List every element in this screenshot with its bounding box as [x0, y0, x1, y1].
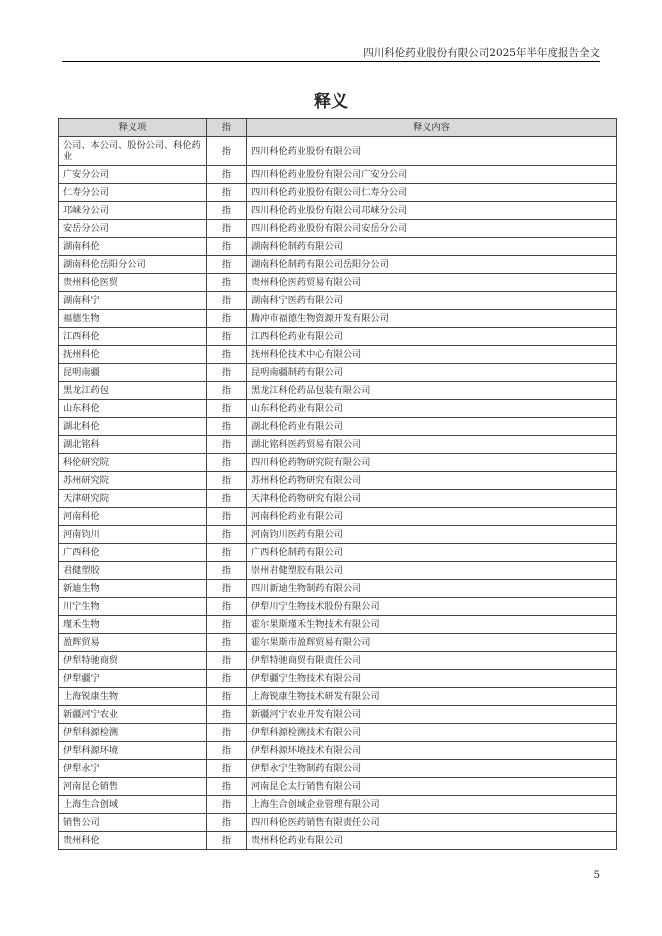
table-row — [59, 346, 617, 364]
content-cell: 霍尔果斯瑾禾生物技术有限公司 — [247, 616, 617, 634]
table-row — [59, 436, 617, 454]
content-cell: 四川科伦药业股份有限公司广安分公司 — [247, 166, 617, 184]
ref-cell: 指 — [207, 256, 247, 274]
term-cell: 伊犁永宁 — [59, 760, 207, 778]
term-cell: 邛崃分公司 — [59, 202, 207, 220]
term-cell: 昆明南疆 — [59, 364, 207, 382]
table-row — [59, 760, 617, 778]
ref-cell: 指 — [207, 310, 247, 328]
content-cell: 广西科伦制药有限公司 — [247, 544, 617, 562]
column-header-term: 释义项 — [59, 119, 207, 137]
ref-cell: 指 — [207, 202, 247, 220]
ref-cell: 指 — [207, 652, 247, 670]
content-cell: 四川新迪生物制药有限公司 — [247, 580, 617, 598]
table-row — [59, 310, 617, 328]
content-cell: 四川科伦药业股份有限公司安岳分公司 — [247, 220, 617, 238]
definitions-table — [58, 118, 617, 850]
content-cell: 四川科伦药业股份有限公司仁寿分公司 — [247, 184, 617, 202]
ref-cell: 指 — [207, 382, 247, 400]
ref-cell: 指 — [207, 508, 247, 526]
table-row — [59, 490, 617, 508]
ref-cell: 指 — [207, 436, 247, 454]
ref-cell: 指 — [207, 238, 247, 256]
ref-cell: 指 — [207, 346, 247, 364]
term-cell: 抚州科伦 — [59, 346, 207, 364]
ref-cell: 指 — [207, 166, 247, 184]
content-cell: 伊犁特驰商贸有限责任公司 — [247, 652, 617, 670]
table-row — [59, 508, 617, 526]
ref-cell: 指 — [207, 184, 247, 202]
ref-cell: 指 — [207, 472, 247, 490]
table-row — [59, 742, 617, 760]
term-cell: 湖南科宁 — [59, 292, 207, 310]
term-cell: 伊犁科源环境 — [59, 742, 207, 760]
ref-cell: 指 — [207, 490, 247, 508]
content-cell: 湖南科伦制药有限公司岳阳分公司 — [247, 256, 617, 274]
term-cell: 黑龙江药包 — [59, 382, 207, 400]
table-row — [59, 256, 617, 274]
term-cell: 科伦研究院 — [59, 454, 207, 472]
term-cell: 伊犁特驰商贸 — [59, 652, 207, 670]
table-row — [59, 292, 617, 310]
content-cell: 河南昆仑太行销售有限公司 — [247, 778, 617, 796]
table-row — [59, 778, 617, 796]
term-cell: 苏州研究院 — [59, 472, 207, 490]
term-cell: 新迪生物 — [59, 580, 207, 598]
ref-cell: 指 — [207, 562, 247, 580]
page-header: 四川科伦药业股份有限公司2025年半年度报告全文 — [363, 47, 600, 59]
term-cell: 仁寿分公司 — [59, 184, 207, 202]
ref-cell: 指 — [207, 454, 247, 472]
content-cell: 湖南科伦制药有限公司 — [247, 238, 617, 256]
page-title: 释义 — [314, 92, 348, 112]
table-row — [59, 670, 617, 688]
table-row — [59, 562, 617, 580]
table-row — [59, 544, 617, 562]
table-row — [59, 814, 617, 832]
table-row — [59, 274, 617, 292]
table-row — [59, 832, 617, 850]
content-cell: 河南科伦药业有限公司 — [247, 508, 617, 526]
ref-cell: 指 — [207, 598, 247, 616]
table-row — [59, 688, 617, 706]
content-cell: 伊犁科源检测技术有限公司 — [247, 724, 617, 742]
term-cell: 君健塑胶 — [59, 562, 207, 580]
ref-cell: 指 — [207, 544, 247, 562]
table-row — [59, 454, 617, 472]
content-cell: 伊犁川宁生物技术股份有限公司 — [247, 598, 617, 616]
ref-cell: 指 — [207, 220, 247, 238]
content-cell: 四川科伦医药销售有限责任公司 — [247, 814, 617, 832]
content-cell: 山东科伦药业有限公司 — [247, 400, 617, 418]
term-cell: 河南昆仑销售 — [59, 778, 207, 796]
term-cell: 上海锐康生物 — [59, 688, 207, 706]
term-cell: 瑾禾生物 — [59, 616, 207, 634]
term-cell: 湖北铭科 — [59, 436, 207, 454]
content-cell: 四川科伦药物研究院有限公司 — [247, 454, 617, 472]
table-row — [59, 598, 617, 616]
content-cell: 天津科伦药物研究有限公司 — [247, 490, 617, 508]
content-cell: 抚州科伦技术中心有限公司 — [247, 346, 617, 364]
ref-cell: 指 — [207, 580, 247, 598]
content-cell: 伊犁永宁生物制药有限公司 — [247, 760, 617, 778]
content-cell: 伊犁疆宁生物技术有限公司 — [247, 670, 617, 688]
page-number: 5 — [593, 870, 600, 881]
table-row — [59, 364, 617, 382]
content-cell: 黑龙江科伦药品包装有限公司 — [247, 382, 617, 400]
content-cell: 上海锐康生物技术研发有限公司 — [247, 688, 617, 706]
ref-cell: 指 — [207, 328, 247, 346]
term-cell: 安岳分公司 — [59, 220, 207, 238]
content-cell: 湖北铭科医药贸易有限公司 — [247, 436, 617, 454]
table-header-row — [59, 119, 617, 137]
ref-cell: 指 — [207, 418, 247, 436]
table-row — [59, 526, 617, 544]
ref-cell: 指 — [207, 634, 247, 652]
table-row — [59, 202, 617, 220]
table-row — [59, 184, 617, 202]
table-row — [59, 382, 617, 400]
table-row — [59, 238, 617, 256]
table-row — [59, 166, 617, 184]
ref-cell: 指 — [207, 832, 247, 850]
ref-cell: 指 — [207, 137, 247, 166]
table-row — [59, 220, 617, 238]
table-row — [59, 652, 617, 670]
table-row — [59, 724, 617, 742]
ref-cell: 指 — [207, 688, 247, 706]
term-cell: 广安分公司 — [59, 166, 207, 184]
content-cell: 湖北科伦药业有限公司 — [247, 418, 617, 436]
content-cell: 贵州科伦药业有限公司 — [247, 832, 617, 850]
table-row — [59, 616, 617, 634]
term-cell: 河南钧川 — [59, 526, 207, 544]
content-cell: 崇州君健塑胶有限公司 — [247, 562, 617, 580]
term-cell: 湖南科伦 — [59, 238, 207, 256]
content-cell: 伊犁科源环境技术有限公司 — [247, 742, 617, 760]
table-row — [59, 418, 617, 436]
ref-cell: 指 — [207, 364, 247, 382]
content-cell: 四川科伦药业股份有限公司 — [247, 137, 617, 166]
content-cell: 霍尔果斯市盈辉贸易有限公司 — [247, 634, 617, 652]
table-row — [59, 400, 617, 418]
term-cell: 贵州科伦医贸 — [59, 274, 207, 292]
header-rule — [62, 61, 600, 62]
content-cell: 昆明南疆制药有限公司 — [247, 364, 617, 382]
term-cell: 河南科伦 — [59, 508, 207, 526]
term-cell: 广西科伦 — [59, 544, 207, 562]
ref-cell: 指 — [207, 796, 247, 814]
ref-cell: 指 — [207, 670, 247, 688]
content-cell: 苏州科伦药物研究有限公司 — [247, 472, 617, 490]
term-cell: 新疆河宁农业 — [59, 706, 207, 724]
content-cell: 四川科伦药业股份有限公司邛崃分公司 — [247, 202, 617, 220]
term-cell: 湖北科伦 — [59, 418, 207, 436]
content-cell: 江西科伦药业有限公司 — [247, 328, 617, 346]
term-cell: 盈辉贸易 — [59, 634, 207, 652]
term-cell: 伊犁疆宁 — [59, 670, 207, 688]
table-row — [59, 580, 617, 598]
table-row — [59, 328, 617, 346]
term-cell: 公司、本公司、股份公司、科伦药业 — [59, 137, 207, 166]
content-cell: 贵州科伦医药贸易有限公司 — [247, 274, 617, 292]
table-row — [59, 796, 617, 814]
term-cell: 销售公司 — [59, 814, 207, 832]
content-cell: 腾冲市福德生物资源开发有限公司 — [247, 310, 617, 328]
term-cell: 福德生物 — [59, 310, 207, 328]
ref-cell: 指 — [207, 274, 247, 292]
ref-cell: 指 — [207, 400, 247, 418]
term-cell: 上海生合创域 — [59, 796, 207, 814]
ref-cell: 指 — [207, 706, 247, 724]
ref-cell: 指 — [207, 760, 247, 778]
table-body — [59, 137, 617, 850]
content-cell: 上海生合创域企业管理有限公司 — [247, 796, 617, 814]
term-cell: 湖南科伦岳阳分公司 — [59, 256, 207, 274]
ref-cell: 指 — [207, 814, 247, 832]
table-row — [59, 706, 617, 724]
term-cell: 川宁生物 — [59, 598, 207, 616]
content-cell: 湖南科宁医药有限公司 — [247, 292, 617, 310]
column-header-ref: 指 — [207, 119, 247, 137]
ref-cell: 指 — [207, 292, 247, 310]
table-row — [59, 472, 617, 490]
ref-cell: 指 — [207, 526, 247, 544]
term-cell: 天津研究院 — [59, 490, 207, 508]
term-cell: 江西科伦 — [59, 328, 207, 346]
content-cell: 河南钧川医药有限公司 — [247, 526, 617, 544]
ref-cell: 指 — [207, 778, 247, 796]
column-header-content: 释义内容 — [247, 119, 617, 137]
ref-cell: 指 — [207, 742, 247, 760]
term-cell: 伊犁科源检测 — [59, 724, 207, 742]
content-cell: 新疆河宁农业开发有限公司 — [247, 706, 617, 724]
term-cell: 山东科伦 — [59, 400, 207, 418]
table-row — [59, 634, 617, 652]
table-row — [59, 137, 617, 166]
ref-cell: 指 — [207, 616, 247, 634]
term-cell: 贵州科伦 — [59, 832, 207, 850]
ref-cell: 指 — [207, 724, 247, 742]
